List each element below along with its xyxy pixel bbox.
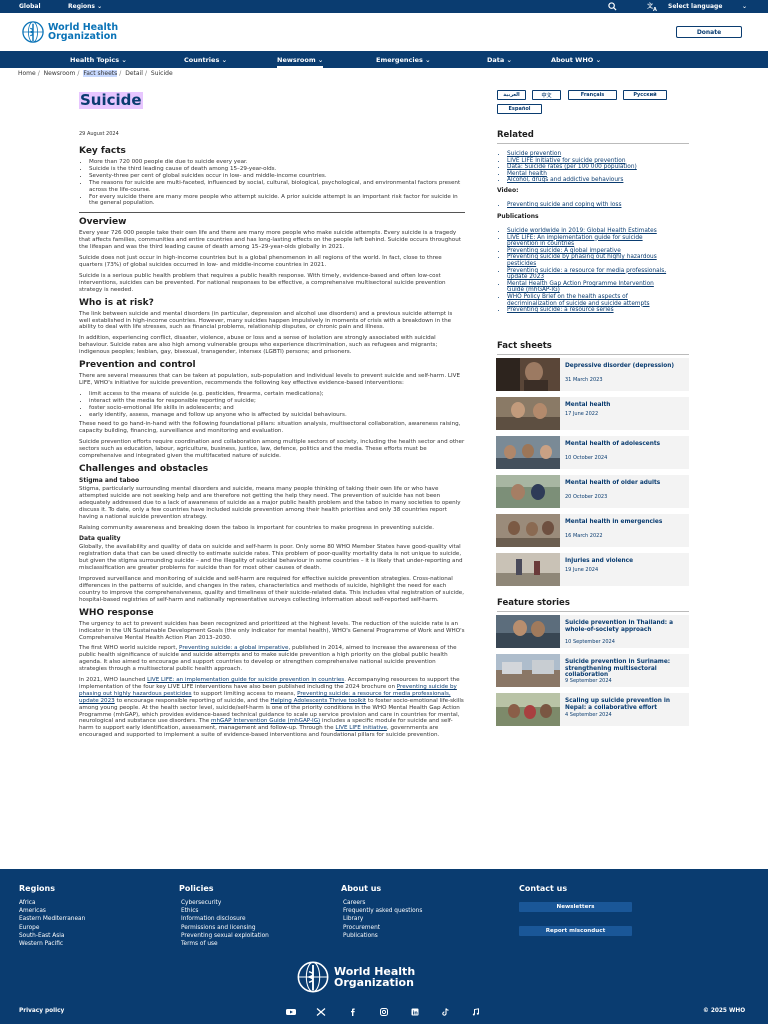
- paragraph: The link between suicide and mental disorders (in particular, depression and alcohol use disorders) and a previous suicide attempt is well established in high-income countries. However, many suicides happen impulsively in moments of crisis with a breakdown in the ability to deal with life stresses, such as financial problems, relationship disputes, or chronic pain and illness.: [79, 310, 453, 331]
- publication-item[interactable]: [507, 294, 669, 307]
- publication-item[interactable]: [507, 228, 669, 235]
- data-quality-heading: Data quality: [79, 535, 121, 543]
- footer-about-heading: About us: [341, 884, 382, 893]
- paragraph: Suicide does not just occur in high-income countries but is a global phenomenon in all regions of the world. In fact, close to three quarters (73%) of global suicides occurred in low- and middle-income countries in 2021.: [79, 255, 442, 268]
- text: The first WHO world suicide report,: [79, 645, 180, 652]
- publication-item[interactable]: [507, 281, 669, 294]
- feature-story-title: Scaling up suicide prevention in Nepal: a collaborative effort: [565, 698, 670, 711]
- fact-sheet-title: Depressive disorder (depression): [565, 363, 675, 369]
- key-facts-heading: Key facts: [79, 146, 126, 156]
- link-live-life-guide[interactable]: LIVE LIFE: an implementation guide for suicide prevention in countries: [147, 677, 345, 684]
- related-link[interactable]: Data: Suicide rates (per 100 000 population): [507, 164, 637, 171]
- who-logo-text: [48, 23, 118, 41]
- nav-health-topics[interactable]: [70, 56, 127, 64]
- page-title: Suicide: [80, 91, 142, 109]
- search-icon[interactable]: [608, 2, 617, 11]
- footer-link[interactable]: Preventing sexual exploitation: [181, 932, 269, 939]
- feature-story-date: 9 September 2024: [565, 678, 612, 684]
- who-logo[interactable]: [22, 20, 118, 44]
- feature-story-date: 10 September 2024: [565, 639, 615, 645]
- publication-item[interactable]: [507, 254, 669, 267]
- publications-list: [497, 228, 669, 314]
- link-global-imperative[interactable]: Preventing suicide: a global imperative: [179, 645, 289, 652]
- breadcrumb-current: Suicide: [150, 70, 173, 77]
- footer-regions-list: [19, 899, 85, 948]
- instagram-icon[interactable]: [379, 1008, 389, 1016]
- publication-link[interactable]: Mental Health Gap Action Programme Intervention Guide (mhGAP-IG): [507, 280, 654, 294]
- publication-link[interactable]: Suicide worldwide in 2019: Global Health Estimates: [507, 228, 657, 234]
- logo-line-1: World Health: [48, 22, 119, 33]
- feature-story-title: Suicide prevention in Suriname: strengthening multisectoral collaboration: [565, 659, 671, 679]
- fact-sheet-date: 20 October 2023: [565, 494, 608, 500]
- link-pesticides[interactable]: Preventing suicide by phasing out highly hazardous pesticides: [79, 683, 457, 697]
- paragraph: Stigma, particularly surrounding mental disorders and suicide, means many people thinking of taking their own life or who have attempted suicide are not seeking help and are therefore not getting the help they need. The prevention of suicide has not been adequately addressed due to a lack of awareness of suicide as a major public health problem and the taboo in many societies to openly discuss it. To date, only a few countries have included suicide prevention among their health priorities and only 38 countries report having a national suicide prevention strategy.: [79, 486, 461, 520]
- paragraph: The urgency to act to prevent suicides has been recognized and prioritized at the highest levels. The reduction of the suicide rate is an indicator in the UN Sustainable Development Goals (the only indicator for mental health), WHO's General Programme of Work and WHO's Comprehensive Mental Health Action Plan 2013–2030.: [79, 620, 465, 641]
- divider: [497, 354, 689, 355]
- fact-sheet-date: 19 June 2024: [565, 567, 599, 573]
- breadcrumb: Home / Newsroom / Fact sheets / Detail / Suicide: [18, 70, 173, 77]
- related-item[interactable]: [507, 151, 677, 158]
- key-facts-list: [79, 159, 465, 207]
- stigma-heading: Stigma and taboo: [79, 477, 140, 484]
- feature-story-thumbnail: [496, 654, 560, 687]
- breadcrumb-fact-sheets[interactable]: Fact sheets: [83, 70, 118, 77]
- logo-line-2: Organization: [334, 976, 414, 989]
- fact-sheet-title: Mental health of adolescents: [565, 441, 661, 447]
- text: to support limiting access to means,: [191, 690, 298, 697]
- footer-link[interactable]: South-East Asia: [19, 932, 65, 939]
- paragraph: These need to go hand-in-hand with the following foundational pillars: situation analysis, multisectoral collaboration, awareness raising, capacity building, financing, surveillance and monitoring and evaluation.: [79, 421, 461, 435]
- feature-stories-heading: Feature stories: [497, 598, 570, 608]
- footer-link[interactable]: Library: [343, 916, 364, 923]
- footer-link[interactable]: Eastern Mediterranean: [19, 916, 86, 923]
- publication-item[interactable]: [507, 307, 669, 314]
- nav-about-who[interactable]: [551, 56, 601, 64]
- divider: [497, 143, 689, 144]
- related-item[interactable]: [507, 164, 677, 171]
- prevention-heading: Prevention and control: [79, 360, 196, 371]
- privacy-policy-link[interactable]: Privacy policy: [19, 1008, 65, 1014]
- text: to encourage responsible reporting of suicide, and the: [114, 697, 271, 704]
- link-live-life-initiative[interactable]: LIVE LIFE initiative: [335, 725, 387, 732]
- footer-link[interactable]: Terms of use: [181, 941, 218, 948]
- list-item: • limit access to the means of suicide (e.g. pesticides, firearms, certain medications);: [89, 391, 465, 398]
- paragraph: In addition, experiencing conflict, disaster, violence, abuse or loss and a sense of isolation are strongly associated with suicidal behaviour. Suicide rates are also high among vulnerable groups who experience discrimination, such as refugees and migrants; indigenous peoples; lesbian, gay, bisexual, transgender, intersex (LGBTI) persons; and prisoners.: [79, 335, 438, 356]
- utility-bar: [0, 0, 768, 13]
- global-link[interactable]: Global: [19, 3, 41, 10]
- paragraph: Globally, the availability and quality of data on suicide and self-harm is poor. Only some 80 WHO Member States have good-quality vital registration data that can be used directly to estimate suicide rates. This problem of poor-quality mortality data is not unique to suicide, but given the stigma surrounding suicide – and the illegality of suicidal behaviour in some countries – it is likely that under-reporting and misclassification are greater problems for suicide than for most other causes of death.: [79, 544, 463, 572]
- prevention-list: [79, 391, 465, 419]
- link-hat-toolkit[interactable]: Helping Adolescents Thrive toolkit: [270, 697, 367, 704]
- chevron-down-icon: ⌄: [425, 56, 431, 64]
- footer-link[interactable]: Information disclosure: [181, 916, 246, 923]
- fact-sheet-card[interactable]: [496, 475, 689, 508]
- list-item: • The reasons for suicide are multi-faceted, influenced by social, cultural, biological, psychological, and environmental factors present across the life-course.: [89, 180, 465, 194]
- fact-sheet-title: Mental health: [565, 402, 611, 408]
- regions-label: Regions: [68, 3, 96, 10]
- breadcrumb-home[interactable]: Home: [18, 70, 36, 77]
- video-heading: Video:: [497, 187, 519, 194]
- footer-about-list: [343, 899, 422, 940]
- publication-link[interactable]: Preventing suicide: A global imperative: [507, 247, 621, 254]
- fact-sheet-thumbnail: [496, 514, 560, 547]
- footer-policies-list: [181, 899, 269, 948]
- fact-sheet-card[interactable]: [496, 436, 689, 469]
- related-item[interactable]: [507, 177, 677, 184]
- footer-link[interactable]: Procurement: [343, 924, 381, 931]
- paragraph: Suicide prevention efforts require coordination and collaboration among multiple sectors of society, including the health sector and other sectors such as education, labour, agriculture, business, justice, law, defence, politics and the media. These efforts must be comprehensive and integrated given the multifaceted nature of suicide.: [79, 439, 465, 460]
- related-item[interactable]: [507, 158, 677, 165]
- video-item[interactable]: [507, 202, 677, 209]
- fact-sheet-card[interactable]: [496, 358, 689, 391]
- related-list: [497, 151, 677, 184]
- fact-sheet-card[interactable]: [496, 397, 689, 430]
- publication-link[interactable]: WHO Policy Brief on the health aspects of decriminalization of suicide and suicide attempts: [507, 293, 650, 307]
- list-item: • For every suicide there are many more people who attempt suicide. A prior suicide attempt is an important risk factor for suicide in the general population.: [89, 194, 465, 208]
- related-link[interactable]: Mental health: [507, 170, 547, 177]
- fact-sheets-heading: Fact sheets: [497, 341, 552, 351]
- list-item: • More than 720 000 people die due to suicide every year.: [89, 159, 465, 166]
- paragraph: [79, 645, 465, 673]
- publication-link[interactable]: Preventing suicide by phasing out highly hazardous pesticides: [507, 254, 657, 267]
- x-twitter-icon[interactable]: [316, 1008, 326, 1016]
- fact-sheet-title: Injuries and violence: [565, 558, 634, 564]
- who-emblem-icon: [22, 21, 44, 43]
- fact-sheet-date: 16 March 2022: [565, 533, 603, 539]
- footer-link[interactable]: Publications: [343, 932, 378, 939]
- header: [0, 13, 768, 51]
- risk-heading: Who is at risk?: [79, 297, 154, 308]
- footer-regions-heading: Regions: [19, 884, 56, 893]
- nav-label: Newsroom: [277, 56, 316, 64]
- text: , governments are encouraged and supported to implement a suite of evidence-based interventions and foundational pillars for suicide prevention.: [79, 725, 440, 739]
- link-media-resource[interactable]: Preventing suicide: a resource for media professionals, update 2023: [79, 690, 451, 704]
- list-item: • Suicide is the third leading cause of death among 15–29-year-olds.: [89, 166, 465, 173]
- breadcrumb-detail[interactable]: Detail: [125, 70, 143, 77]
- nav-label: Health Topics: [70, 56, 120, 64]
- footer-link[interactable]: Africa: [19, 900, 36, 906]
- footer-who-logo[interactable]: [297, 961, 415, 993]
- svg-text:in: in: [412, 1010, 418, 1016]
- fact-sheet-thumbnail: [496, 358, 560, 391]
- lang-spanish-button[interactable]: Español: [497, 104, 542, 114]
- related-item[interactable]: [507, 171, 677, 178]
- lang-arabic-button[interactable]: العربية: [497, 90, 526, 100]
- copyright: © 2025 WHO: [703, 1008, 746, 1014]
- footer-link[interactable]: Permissions and licensing: [181, 924, 256, 931]
- chevron-down-icon: ⌄: [97, 3, 103, 10]
- publish-date: 29 August 2024: [79, 131, 119, 137]
- music-icon[interactable]: [471, 1008, 481, 1016]
- feature-story-card[interactable]: [496, 693, 689, 726]
- fact-sheet-title: Mental health in emergencies: [565, 519, 663, 525]
- paragraph: Suicide is a serious public health problem that requires a public health response. With timely, evidence-based and often low-cost interventions, suicides can be prevented. For national responses to be effective, a comprehensive multisectoral suicide prevention strategy is needed.: [79, 272, 446, 293]
- fact-sheet-title: Mental health of older adults: [565, 480, 661, 486]
- chevron-down-icon: ⌄: [121, 56, 127, 64]
- nav-label: Data: [487, 56, 505, 64]
- donate-button[interactable]: Donate: [676, 26, 742, 38]
- footer-link[interactable]: Cybersecurity: [181, 900, 222, 906]
- list-item: • Seventy-three per cent of global suicides occur in low- and middle-income countries.: [89, 173, 465, 180]
- list-item: • interact with the media for responsible reporting of suicide;: [89, 398, 465, 405]
- footer: [0, 869, 768, 1024]
- footer-policies-heading: Policies: [179, 884, 214, 893]
- select-language-dropdown[interactable]: Select language: [668, 3, 723, 10]
- fact-sheet-thumbnail: [496, 436, 560, 469]
- report-misconduct-button[interactable]: Report misconduct: [519, 926, 632, 936]
- footer-link[interactable]: Ethics: [181, 908, 199, 915]
- publication-item[interactable]: [507, 268, 669, 281]
- article-body: [79, 142, 465, 743]
- text: includes a specific module for suicide and self-harm to support early identification, assessment, management and follow-up. Through the: [79, 718, 453, 732]
- newsletters-button[interactable]: Newsletters: [519, 902, 632, 912]
- fact-sheet-thumbnail: [496, 475, 560, 508]
- fact-sheet-date: 31 March 2023: [565, 377, 603, 383]
- footer-link[interactable]: Careers: [343, 900, 366, 906]
- feature-story-thumbnail: [496, 615, 560, 648]
- logo-line-1: World Health: [334, 965, 416, 978]
- paragraph: Raising community awareness and breaking down the taboo is important for countries to make progress in preventing suicide.: [79, 524, 434, 531]
- facebook-icon[interactable]: [348, 1008, 358, 1016]
- footer-link[interactable]: Western Pacific: [19, 941, 64, 948]
- text: , published in 2014, aimed to increase the awareness of the public health significance of suicide and suicide attempts and to make suicide prevention a high priority on the global public health agenda. It also aimed to encourage and support countries to develop or strengthen comprehensive national suicide prevention strategies through a multisectoral public health approach.: [79, 645, 457, 673]
- publication-link[interactable]: Preventing suicide: a resource series: [507, 307, 614, 314]
- divider: [497, 611, 689, 612]
- footer-link[interactable]: Frequently asked questions: [343, 908, 423, 915]
- translate-icon[interactable]: [647, 2, 659, 11]
- publication-link[interactable]: LIVE LIFE: An implementation guide for suicide prevention in countries: [507, 234, 643, 248]
- footer-link[interactable]: Americas: [19, 908, 46, 915]
- footer-contact-heading: Contact us: [519, 884, 568, 893]
- nav-label: Countries: [184, 56, 220, 64]
- fact-sheet-card[interactable]: [496, 553, 689, 586]
- main-nav: [0, 51, 768, 68]
- text: In 2021, WHO launched: [79, 677, 148, 684]
- video-list: [497, 202, 677, 209]
- related-heading: Related: [497, 130, 534, 140]
- logo-line-2: Organization: [48, 31, 118, 42]
- publication-link[interactable]: Preventing suicide: a resource for media professionals, update 2023: [507, 267, 667, 281]
- fact-sheet-date: 17 June 2022: [565, 411, 599, 417]
- nav-emergencies[interactable]: [376, 56, 431, 64]
- footer-link[interactable]: Europe: [19, 924, 40, 931]
- lang-french-button[interactable]: Français: [568, 90, 617, 100]
- list-item: • early identify, assess, manage and follow up anyone who is affected by suicidal behaviours.: [89, 412, 465, 419]
- chevron-down-icon: ⌄: [742, 3, 748, 10]
- fact-sheet-card[interactable]: [496, 514, 689, 547]
- video-link[interactable]: Preventing suicide and coping with loss: [507, 202, 622, 208]
- paragraph: There are several measures that can be taken at population, sub-population and individual levels to prevent suicide and self-harm. LIVE LIFE, WHO's initiative for suicide prevention, recommends the following key effective evidence-based interventions:: [79, 373, 460, 386]
- related-link[interactable]: Suicide prevention: [507, 151, 562, 157]
- lang-russian-button[interactable]: Русский: [623, 90, 667, 100]
- publication-item[interactable]: [507, 235, 669, 248]
- feature-story-thumbnail: [496, 693, 560, 726]
- feature-story-card[interactable]: [496, 615, 689, 648]
- footer-logo-text: [334, 966, 415, 988]
- list-item: • foster socio-emotional life skills in adolescents; and: [89, 405, 465, 412]
- breadcrumb-newsroom[interactable]: Newsroom: [43, 70, 76, 77]
- overview-heading: Overview: [79, 217, 127, 228]
- linkedin-icon[interactable]: [410, 1008, 420, 1016]
- related-link[interactable]: LIVE LIFE initiative for suicide prevention: [507, 157, 626, 164]
- nav-countries[interactable]: [184, 56, 227, 64]
- chevron-down-icon: ⌄: [221, 56, 228, 64]
- svg-text:文: 文: [647, 3, 654, 10]
- who-emblem-icon: [297, 961, 329, 993]
- paragraph: Every year 726 000 people take their own life and there are many more people who make suicide attempts. Every suicide is a tragedy that affects families, communities and entire countries and has long-lasting effects on the people left behind. Suicide occurs throughout the lifespan and was the third leading cause of death among 15–29-year-olds globally in 2021.: [79, 230, 461, 251]
- response-heading: WHO response: [79, 607, 154, 618]
- publication-item[interactable]: [507, 248, 669, 255]
- tiktok-icon[interactable]: [441, 1008, 451, 1016]
- chevron-down-icon: ⌄: [317, 56, 324, 64]
- feature-story-title: Suicide prevention in Thailand: a whole-of-society approach: [565, 620, 674, 633]
- nav-label: About WHO: [551, 56, 594, 64]
- publications-heading: Publications: [497, 213, 539, 220]
- lang-chinese-button[interactable]: 中文: [532, 90, 561, 100]
- nav-newsroom[interactable]: [277, 56, 323, 68]
- youtube-icon[interactable]: [286, 1008, 296, 1016]
- fact-sheet-thumbnail: [496, 397, 560, 430]
- paragraph: Improved surveillance and monitoring of suicide and self-harm are required for effective suicide prevention strategies. Cross-national differences in the patterns of suicide, and changes in the rates, characteristics and methods of suicide, highlight the need for each country to improve the comprehensiveness, quality and timeliness of their suicide-related data. This includes vital registration of suicide, hospital-based registries of self-harm and nationally representative surveys collecting information about self-reported self-harm.: [79, 576, 464, 603]
- fact-sheet-thumbnail: [496, 553, 560, 586]
- svg-text:A: A: [653, 7, 657, 11]
- chevron-down-icon: ⌄: [506, 56, 512, 64]
- nav-label: Emergencies: [376, 56, 423, 64]
- challenges-heading: Challenges and obstacles: [79, 464, 209, 474]
- text: . Accompanying resources to support the implementation of the four key LIVE LIFE interventions have also been published including the 2024 brochure on: [79, 677, 460, 690]
- paragraph: [79, 677, 465, 739]
- feature-story-card[interactable]: [496, 654, 689, 687]
- chevron-down-icon: ⌄: [595, 56, 602, 64]
- key-facts-box: [79, 159, 465, 213]
- text: to foster socio-emotional life-skills among young people. At the health sector level, suicide/self-harm is one of the priority conditions in the WHO Mental Health Gap Action Programme (mhGAP), which provides evidence-based technical guidance to scale up service provision and care in countries for mental, neurological and substance use disorders. The: [79, 697, 464, 725]
- feature-story-date: 4 September 2024: [565, 712, 612, 718]
- regions-dropdown[interactable]: [68, 3, 102, 10]
- related-link[interactable]: Alcohol, drugs and addictive behaviours: [507, 177, 624, 184]
- fact-sheet-date: 10 October 2024: [565, 455, 608, 461]
- link-mhgap-ig[interactable]: mhGAP Intervention Guide (mhGAP-IG): [211, 718, 321, 725]
- nav-data[interactable]: [487, 56, 512, 64]
